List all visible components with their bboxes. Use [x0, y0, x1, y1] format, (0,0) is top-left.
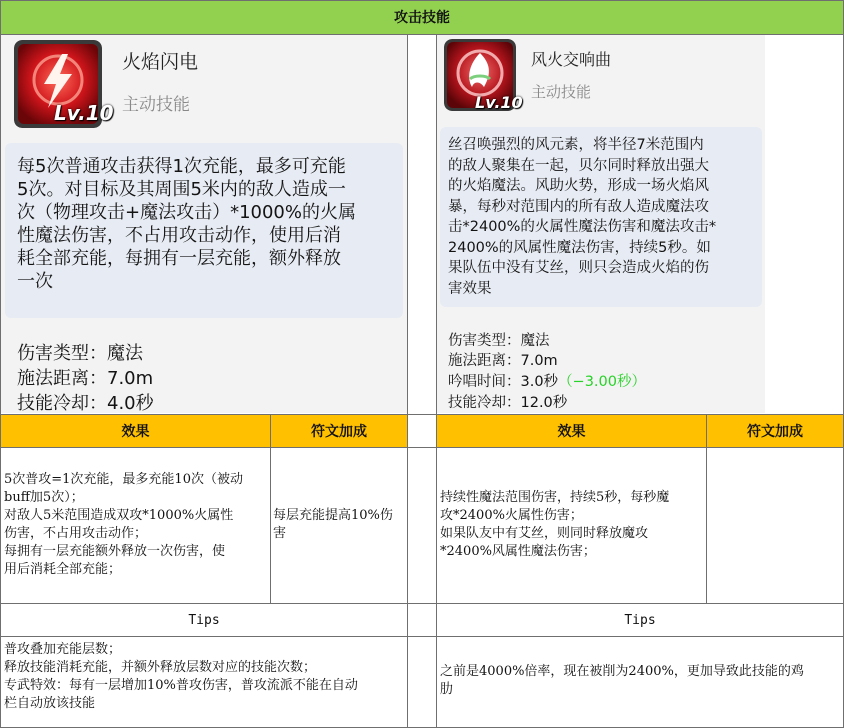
right-effect-header: 效果: [437, 415, 706, 447]
skill-panel-wind-fire: [437, 35, 765, 413]
stat-cast-range: 施法距离：7.0m: [17, 368, 154, 389]
grid-line: [0, 0, 844, 1]
stat-cast-range: 施法距离：7.0m: [448, 353, 558, 369]
grid-line: [436, 34, 437, 728]
section-title: [0, 0, 844, 34]
cast-time-reduction: （−3.00秒）: [558, 374, 646, 390]
skill-panel-fire-lightning: [1, 35, 407, 413]
skill-type: 主动技能: [122, 95, 190, 115]
right-effect-cell: 持续性魔法范围伤害，持续5秒，每秒魔 攻*2400%火属性伤害； 如果队友中有艾丝，则同时释放魔攻 *2400%风属性魔法伤害；: [440, 490, 670, 559]
skill-name: 风火交响曲: [531, 50, 612, 69]
grid-line: [0, 603, 844, 604]
left-tips-label: Tips: [188, 612, 220, 628]
stat-cooldown: 技能冷却：12.0秒: [448, 395, 568, 411]
left-tips-cell: 普攻叠加充能层数； 释放技能消耗充能，并额外释放层数对应的技能次数； 专武特效：每有一层增加10%普攻伤害，普攻流派不能在自动 栏自动放该技能: [4, 642, 358, 711]
stat-damage-type: 伤害类型：魔法: [17, 343, 143, 364]
skill-level-badge: Lv.10: [475, 93, 523, 112]
skill-type: 主动技能: [531, 83, 592, 101]
grid-line: [407, 34, 408, 728]
right-tips-label: Tips: [624, 612, 656, 628]
left-effect-cell: 5次普攻=1次充能，最多充能10次（被动 buff加5次）； 对敌人5米范围造成双攻*1000%火属性 伤害，不占用攻击动作； 每拥有一层充能额外释放一次伤害，使 用后消耗全部充能；: [4, 472, 243, 577]
left-rune-header: 符文加成: [271, 415, 407, 447]
grid-line: [0, 447, 844, 448]
skill-description: 丝召唤强烈的风元素，将半径7米范围内 的敌人聚集在一起，贝尔同时释放出强大 的火焰魔法。风助火势，形成一场火焰风 暴，每秒对范围内的所有敌人造成魔法攻 击*2400%的火属性魔法伤害和魔法攻击* 2400%的风属性魔法伤害，持续5秒。如 果队伍中没有艾丝，则只会造成火焰的伤 害效果: [448, 137, 717, 297]
grid-line: [706, 414, 707, 603]
stat-cooldown: 技能冷却：4.0秒: [17, 393, 154, 413]
right-tips-cell: 之前是4000%倍率，现在被削为2400%，更加导致此技能的鸡 肋: [440, 664, 804, 697]
grid-line: [0, 34, 844, 35]
left-rune-cell: 每层充能提高10%伤 害: [273, 508, 393, 541]
grid-line: [0, 636, 844, 637]
stat-cast-time-text: 吟唱时间：3.0秒: [448, 374, 559, 390]
grid-line: [270, 414, 271, 603]
right-rune-header: 符文加成: [707, 415, 843, 447]
grid-line: [0, 0, 1, 728]
skill-name: 火焰闪电: [122, 51, 199, 73]
section-title-text: 攻击技能: [394, 10, 450, 26]
stat-damage-type: 伤害类型：魔法: [448, 333, 550, 349]
left-effect-header: 效果: [1, 415, 270, 447]
grid-line: [0, 414, 844, 415]
skill-level-badge: Lv.10: [54, 101, 114, 125]
stat-cast-time: [448, 370, 646, 391]
skill-description: 每5次普通攻击获得1次充能，最多可充能 5次。对目标及其周围5米内的敌人造成一 次（物理攻击+魔法攻击）*1000%的火属 性魔法伤害，不占用攻击动作，使用后消 耗全部充能，每拥有一层充能，额外释放 一次: [17, 156, 356, 292]
